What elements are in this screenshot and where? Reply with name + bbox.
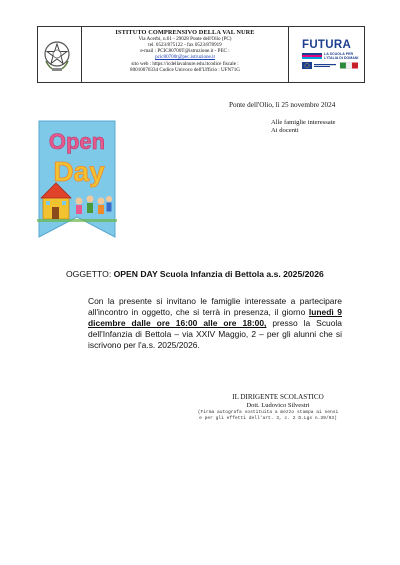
- recipient-families: Alle famiglie interessate: [271, 119, 336, 126]
- republic-emblem-icon: [42, 39, 72, 72]
- school-codes: 80010070334 Codice Univoco dell'Ufficio : UFN71G: [130, 66, 240, 73]
- pec-link[interactable]: pcic80700t@pec.istruzione.it: [155, 54, 215, 61]
- header-divider-right: [288, 27, 289, 82]
- signature-note-2: e per gli effetti dell'art. 3, c. 2 D.Lgs n.39/93): [199, 416, 337, 421]
- recipients: [271, 119, 335, 135]
- letter-date: Ponte dell'Olio, lì 25 novembre 2024: [229, 101, 336, 109]
- school-email: e-mail : PCIC80700T@istruzione.it - PEC :: [140, 48, 230, 55]
- open-word: Open: [48, 129, 106, 154]
- body-date-highlight: lunedì 9 dicembre dalle ore 16:00 alle ore 18:00,: [88, 307, 342, 328]
- signature-name: Dott. Ludovico Silvestri: [246, 402, 310, 409]
- letter-subject: [66, 269, 324, 279]
- recipient-teachers: Ai docenti: [271, 126, 299, 134]
- futura-stripes-icon: [302, 53, 322, 59]
- signature-block: [170, 393, 366, 422]
- futura-logo: [292, 40, 364, 72]
- school-phone: tel. 0523/875122 - fax 0523/878919: [148, 42, 222, 49]
- letter-body: [66, 296, 342, 351]
- futura-tagline: LA SCUOLA PER L'ITALIA DI DOMANI: [324, 52, 359, 61]
- subject-label: OGGETTO:: [66, 269, 114, 279]
- futura-title: FUTURA: [302, 39, 352, 51]
- eu-flag-icon: [302, 62, 364, 69]
- day-word: Day: [53, 156, 105, 187]
- school-address: Via Acerbi, n.61 - 29028 Ponte dell'Olio (PC): [138, 36, 232, 43]
- school-web: sito web : https://icdellavalnure.edu.itcodice fiscale :: [131, 60, 239, 67]
- letterhead: [37, 26, 365, 83]
- signature-note-1: (Firma autografa sostituita a mezzo stampa ai sensi: [197, 410, 339, 415]
- signature-title: IL DIRIGENTE SCOLASTICO: [232, 393, 324, 401]
- body-part-1: Con la presente si invitano le famiglie interessate a partecipare all'incontro in oggetto, che si terrà in presenza, il giorno: [88, 296, 342, 317]
- body-part-2: presso la Scuola dell'Infanzia di Bettola – via XXIV Maggio, 2 – per gli alunni che si iscrivono per l'a.s. 2025/2026.: [88, 318, 342, 350]
- school-info: [82, 29, 288, 73]
- school-name: ISTITUTO COMPRENSIVO DELLA VAL NURE: [115, 29, 255, 36]
- subject-text: OPEN DAY Scuola Infanzia di Bettola a.s. 2025/2026: [113, 269, 324, 279]
- open-day-banner: [37, 119, 117, 241]
